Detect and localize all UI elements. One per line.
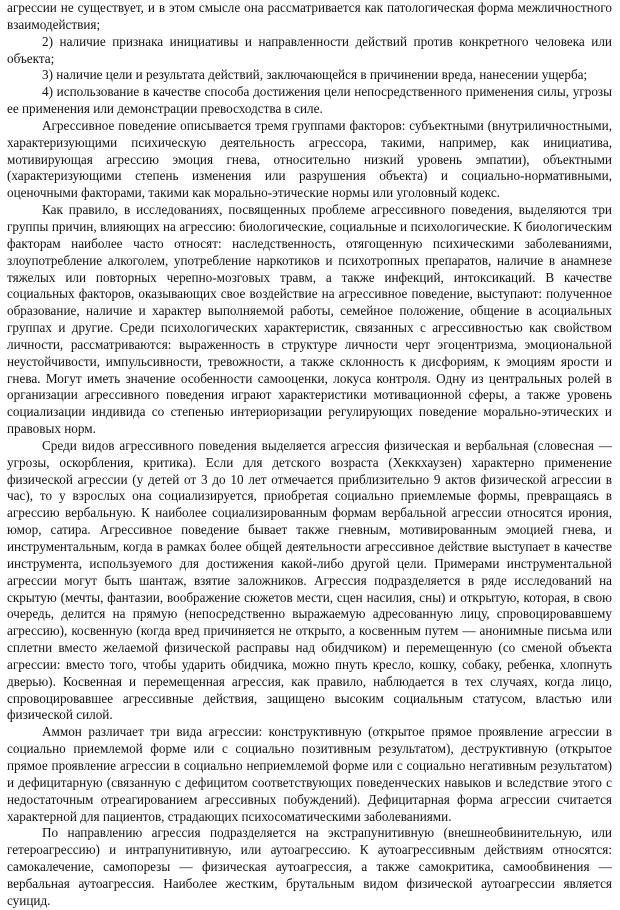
paragraph-continuation: агрессии не существует, и в этом смысле она рассматривается как патологическая форма межличностного взаимодействия;	[7, 0, 612, 32]
paragraph-factors: Агрессивное поведение описывается тремя группами факторов: субъектными (внутриличностными, характеризующими психическую деятельность агрессора, такими, например, как инициатива, мотивирующая агрессию эмоция гнева, относительно низкий уровень эмпатии), объектными (характеризующими степень изменения или разрушения объекта) и социально-нормативными, оценочными факторами, такими как морально-этические нормы или уголовный кодекс.	[7, 117, 612, 201]
list-item-3: 3) наличие цели и результата действий, заключающейся в причинении вреда, нанесении ущерба;	[42, 67, 588, 83]
paragraph-direction: По направлению агрессия подразделяется на экстрапунитивную (внешнеобвинительную, или гетероагрессию) и интрапунитивную, или аутоагрессию. К аутоагрессивным действиям относятся: самокалечение, самопорезы — физическая аутоагрессия, а также самокритика, самообвинения — вербальная аутоагрессия. Наиболее жестким, брутальным видом физической аутоагрессии является суицид.	[7, 825, 612, 908]
list-item-4: 4) использование в качестве способа достижения цели непосредственного применения силы, угрозы ее применения или демонстрации превосходства в силе.	[7, 84, 612, 117]
paragraph-ammon: Аммон различает три вида агрессии: конструктивную (открытое прямое проявление агрессии в социально приемлемой форме или с социально позитивным результатом), деструктивную (открытое прямое проявление агрессии в социально неприемлемой форме или с социально негативным результатом) и дефицитарную (связанную с дефицитом соответствующих поведенческих навыков и вследствие этого с недостаточным отреагированием агрессивных побуждений). Дефицитарная форма агрессии считается характерной для пациентов, страдающих психосоматическими заболеваниями.	[7, 724, 612, 824]
list-item-2: 2) наличие признака инициативы и направленности действий против конкретного человека или объекта;	[7, 33, 612, 66]
paragraph-types: Среди видов агрессивного поведения выделяется агрессия физическая и вербальная (словесная — угрозы, оскорбления, критика). Если для детского возраста (Хеккхаузен) характерно применение физической агрессии (у детей от 3 до 10 лет отмечается приблизительно 9 актов физической агрессии в час), то у взрослых она социализируется, приобретая социально приемлемые формы, превращаясь в агрессию вербальную. К наиболее социализированным формам вербальной агрессии относятся ирония, юмор, сатира. Агрессивное поведение бывает также гневным, мотивированным эмоцией гнева, и инструментальным, когда в рамках более общей деятельности агрессивное действие выступает в качестве инструмента, используемого для достижения какой-либо другой цели. Примерами инструментальной агрессии могут быть шантаж, взятие заложников. Агрессия подразделяется в ряде исследований на скрытую (мечты, фантазии, воображение сюжетов мести, сцен насилия, сны) и открытую, которая, в свою очередь, делится на прямую (непосредственно выражаемую адресованную лицу, спровоцировавшему агрессию), косвенную (когда вред причиняется не открыто, а косвенным путем — анонимные письма или сплетни вместо желаемой физической расправы над обидчиком) и перемещенную (со сменой объекта агрессии: вместо того, чтобы ударить обидчика, можно пнуть кресло, кошку, собаку, ребенка, хлопнуть дверью). Косвенная и перемещенная агрессия, как правило, наблюдается в тех случаях, когда лицо, спровоцировавшее агрессивные действия, защищено высоким социальным статусом, властью или физической силой.	[7, 437, 612, 723]
paragraph-causes: Как правило, в исследованиях, посвященных проблеме агрессивного поведения, выделяются три группы причин, влияющих на агрессию: биологические, социальные и психологические. К биологическим факторам наиболее часто относят: наследственность, отягощенную психическими заболеваниями, злоупотребление алкоголем, употребление наркотиков и психотропных препаратов, наличие в анамнезе тяжелых или повторных черепно-мозговых травм, а также инфекций, интоксикаций. В качестве социальных факторов, оказывающих свое воздействие на агрессивное поведение, выступают: полученное образование, наличие и характер выполняемой работы, семейное положение, общение в асоциальных группах и другие. Среди психологических характеристик, связанных с агрессивностью как свойством личности, рассматриваются: выраженность в структуре личности черт эгоцентризма, эмоциональной неустойчивости, импульсивности, тревожности, а также склонность к дисфориям, к эмоциям ярости и гнева. Могут иметь значение особенности самооценки, локуса контроля. Одну из центральных ролей в организации агрессивного поведения играют характеристики мотивационной сферы, а также уровень социализации индивида со степенью интериоризации регулирующих поведение морально-этических и правовых норм.	[7, 202, 612, 437]
